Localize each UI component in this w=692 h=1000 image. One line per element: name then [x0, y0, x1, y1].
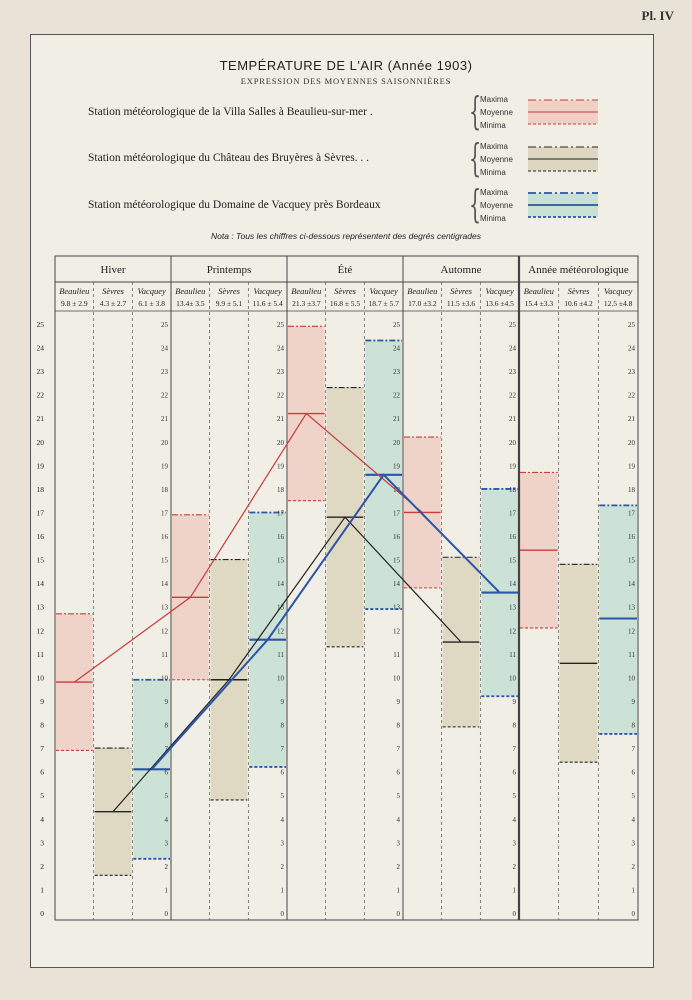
y-tick-label: 20 — [36, 437, 44, 447]
legend-brace-sevres: { — [469, 136, 482, 180]
y-tick-label: 22 — [36, 390, 44, 400]
column-value-label: 6.1 ± 3.8 — [138, 299, 165, 308]
y-tick-label: 23 — [277, 368, 284, 377]
y-tick-label: 21 — [393, 415, 400, 424]
y-tick-label: 24 — [628, 344, 635, 353]
legend-moyenne-label: Moyenne — [480, 155, 513, 164]
y-tick-label: 10 — [628, 674, 635, 683]
y-tick-label: 9 — [512, 697, 516, 706]
y-tick-label: 14 — [628, 580, 635, 589]
y-tick-label: 7 — [396, 745, 400, 754]
y-tick-label: 23 — [628, 368, 635, 377]
y-tick-label: 5 — [164, 792, 168, 801]
station-beaulieu-label: Station météorologique de la Villa Salles à Beaulieu-sur-mer . — [88, 106, 373, 118]
column-station-label: Vacquey — [137, 286, 166, 296]
plate-number: Pl. IV — [641, 8, 674, 23]
y-tick-label: 7 — [164, 745, 168, 754]
station-sevres-label: Station météorologique du Château des Bruyères à Sèvres. . . — [88, 152, 370, 164]
y-tick-label: 11 — [628, 650, 635, 659]
y-tick-label: 0 — [631, 910, 635, 918]
y-tick-label: 16 — [393, 533, 400, 542]
column-station-label: Vacquey — [369, 286, 398, 296]
legend-moyenne-label: Moyenne — [480, 108, 513, 117]
y-tick-label: 21 — [277, 415, 284, 424]
column-station-label: Vacquey — [604, 286, 633, 296]
y-tick-label: 5 — [40, 791, 44, 801]
y-tick-label: 23 — [36, 367, 44, 377]
y-tick-label: 3 — [512, 839, 516, 848]
y-tick-label: 18 — [509, 485, 516, 494]
column-value-label: 9.9 ± 5.1 — [215, 299, 243, 308]
y-tick-label: 20 — [628, 438, 635, 447]
y-tick-label: 18 — [393, 485, 400, 494]
y-tick-label: 0 — [396, 910, 400, 918]
y-tick-label: 19 — [509, 462, 516, 471]
y-tick-label: 18 — [161, 485, 168, 494]
column-value-label: 12.5 ±4.8 — [603, 299, 633, 308]
y-tick-label: 1 — [164, 886, 168, 895]
y-tick-label: 5 — [396, 792, 400, 801]
y-tick-label: 17 — [628, 509, 635, 518]
y-tick-label: 17 — [277, 509, 284, 518]
y-tick-label: 15 — [509, 556, 516, 565]
y-tick-label: 9 — [631, 697, 635, 706]
y-tick-label: 19 — [161, 462, 168, 471]
y-tick-label: 11 — [509, 650, 516, 659]
y-tick-label: 22 — [509, 391, 516, 400]
column-value-label: 15.4 ±3.3 — [524, 299, 554, 308]
y-tick-label: 14 — [36, 579, 44, 589]
y-tick-label: 11 — [161, 650, 168, 659]
y-tick-label: 19 — [628, 462, 635, 471]
y-tick-label: 5 — [512, 792, 516, 801]
y-tick-label: 24 — [393, 344, 400, 353]
column-station-label: Sèvres — [218, 286, 240, 296]
y-tick-label: 12 — [36, 626, 44, 636]
y-tick-label: 17 — [161, 509, 168, 518]
y-tick-label: 22 — [161, 391, 168, 400]
y-tick-label: 15 — [36, 555, 44, 565]
column-value-label: 11.5 ±3.6 — [446, 299, 476, 308]
column-station-label: Sèvres — [102, 286, 124, 296]
y-tick-label: 15 — [628, 556, 635, 565]
y-tick-label: 23 — [509, 368, 516, 377]
y-tick-label: 16 — [36, 532, 44, 542]
column-value-label: 13.4± 3.5 — [176, 299, 205, 308]
y-tick-label: 8 — [40, 720, 44, 730]
y-tick-label: 21 — [628, 415, 635, 424]
y-tick-label: 1 — [631, 886, 635, 895]
y-tick-label: 17 — [36, 508, 44, 518]
y-tick-label: 22 — [277, 391, 284, 400]
y-tick-label: 18 — [628, 485, 635, 494]
legend-brace-beaulieu: { — [469, 89, 482, 133]
y-tick-label: 7 — [280, 745, 284, 754]
y-tick-label: 2 — [512, 862, 516, 871]
y-tick-label: 5 — [280, 792, 284, 801]
y-tick-label: 19 — [36, 461, 44, 471]
column-station-label: Beaulieu — [175, 286, 206, 296]
legend-maxima-label: Maxima — [480, 95, 509, 104]
y-tick-label: 2 — [280, 862, 284, 871]
column-station-label: Sèvres — [567, 286, 590, 296]
column-value-label: 9.8 ± 2.9 — [61, 299, 88, 308]
y-tick-label: 22 — [628, 391, 635, 400]
y-tick-label: 4 — [40, 814, 44, 824]
y-tick-label: 8 — [280, 721, 284, 730]
y-tick-label: 15 — [393, 556, 400, 565]
season-header: Hiver — [100, 264, 126, 276]
y-tick-label: 8 — [512, 721, 516, 730]
y-tick-label: 6 — [396, 768, 400, 777]
y-tick-label: 22 — [393, 391, 400, 400]
y-tick-label: 6 — [631, 768, 635, 777]
legend-minima-label: Minima — [480, 214, 506, 223]
y-tick-label: 10 — [36, 673, 44, 683]
legend-moyenne-label: Moyenne — [480, 201, 513, 210]
y-tick-label: 7 — [631, 745, 635, 754]
y-tick-label: 15 — [277, 556, 284, 565]
y-tick-label: 3 — [40, 838, 44, 848]
y-tick-label: 1 — [396, 886, 400, 895]
legend-maxima-label: Maxima — [480, 142, 509, 151]
y-tick-label: 24 — [509, 344, 516, 353]
y-tick-label: 25 — [509, 321, 516, 329]
y-tick-label: 11 — [277, 650, 284, 659]
y-tick-label: 9 — [280, 697, 284, 706]
column-station-label: Sèvres — [334, 286, 356, 296]
legend-minima-label: Minima — [480, 121, 506, 130]
y-tick-label: 15 — [161, 556, 168, 565]
y-tick-label: 18 — [36, 484, 44, 494]
y-tick-label: 20 — [277, 438, 284, 447]
y-tick-label: 25 — [393, 321, 400, 329]
y-tick-label: 10 — [161, 674, 168, 683]
y-tick-label: 8 — [396, 721, 400, 730]
y-tick-label: 17 — [509, 509, 516, 518]
y-tick-label: 6 — [40, 767, 44, 777]
y-tick-label: 4 — [280, 815, 284, 824]
y-tick-label: 19 — [277, 462, 284, 471]
column-station-label: Beaulieu — [59, 286, 90, 296]
column-station-label: Beaulieu — [523, 286, 554, 296]
y-tick-label: 3 — [280, 839, 284, 848]
y-tick-label: 21 — [161, 415, 168, 424]
y-tick-label: 7 — [40, 744, 44, 754]
y-tick-label: 0 — [512, 910, 516, 918]
column-station-label: Vacquey — [485, 286, 514, 296]
y-tick-label: 25 — [161, 321, 168, 329]
y-tick-label: 21 — [509, 415, 516, 424]
y-tick-label: 17 — [393, 509, 400, 518]
column-value-label: 17.0 ±3.2 — [408, 299, 437, 308]
y-tick-label: 2 — [396, 862, 400, 871]
season-header: Printemps — [206, 264, 252, 276]
y-tick-label: 25 — [277, 321, 284, 329]
column-value-label: 4.3 ± 2.7 — [99, 299, 127, 308]
y-tick-label: 3 — [631, 839, 635, 848]
y-tick-label: 5 — [631, 792, 635, 801]
y-tick-label: 1 — [512, 886, 516, 895]
y-tick-label: 10 — [393, 674, 400, 683]
y-tick-label: 3 — [164, 839, 168, 848]
season-header: Année météorologique — [528, 264, 629, 276]
y-tick-label: 16 — [161, 533, 168, 542]
y-tick-label: 12 — [628, 627, 635, 636]
y-tick-label: 11 — [36, 649, 44, 659]
y-tick-label: 13 — [628, 603, 635, 612]
season-header: Été — [337, 264, 353, 276]
y-tick-label: 14 — [277, 580, 284, 589]
y-tick-label: 11 — [393, 650, 400, 659]
y-tick-label: 25 — [628, 321, 635, 329]
y-tick-label: 6 — [512, 768, 516, 777]
y-tick-label: 14 — [509, 580, 516, 589]
y-tick-label: 14 — [393, 580, 400, 589]
y-tick-label: 4 — [512, 815, 516, 824]
y-tick-label: 8 — [164, 721, 168, 730]
y-tick-label: 12 — [161, 627, 168, 636]
y-tick-label: 4 — [631, 815, 635, 824]
y-tick-label: 16 — [277, 533, 284, 542]
y-tick-label: 21 — [36, 414, 44, 424]
column-value-label: 16.8 ± 5.5 — [329, 299, 361, 308]
y-tick-label: 4 — [396, 815, 400, 824]
y-tick-label: 13 — [36, 602, 44, 612]
y-tick-label: 20 — [161, 438, 168, 447]
y-tick-label: 18 — [277, 485, 284, 494]
column-station-label: Beaulieu — [291, 286, 322, 296]
y-tick-label: 3 — [396, 839, 400, 848]
y-tick-label: 13 — [393, 603, 400, 612]
y-tick-label: 24 — [161, 344, 168, 353]
y-tick-label: 6 — [164, 768, 168, 777]
y-tick-label: 10 — [509, 674, 516, 683]
column-value-label: 11.6 ± 5.4 — [252, 299, 283, 308]
y-tick-label: 20 — [393, 438, 400, 447]
chart-subtitle: EXPRESSION DES MOYENNES SAISONNIÈRES — [240, 76, 452, 86]
column-station-label: Sèvres — [450, 286, 472, 296]
column-station-label: Beaulieu — [407, 286, 438, 296]
season-header: Automne — [440, 264, 482, 276]
y-tick-label: 12 — [509, 627, 516, 636]
chart-note: Nota : Tous les chiffres ci-dessous représentent des degrés centigrades — [211, 231, 481, 241]
y-tick-label: 2 — [40, 861, 44, 871]
y-tick-label: 6 — [280, 768, 284, 777]
y-tick-label: 0 — [280, 910, 284, 918]
y-tick-label: 13 — [277, 603, 284, 612]
y-tick-label: 0 — [164, 910, 168, 918]
column-value-label: 10.6 ±4.2 — [564, 299, 593, 308]
y-tick-label: 14 — [161, 580, 168, 589]
y-tick-label: 7 — [512, 745, 516, 754]
y-tick-label: 13 — [509, 603, 516, 612]
y-tick-label: 4 — [164, 815, 168, 824]
y-tick-label: 16 — [509, 533, 516, 542]
y-tick-label: 10 — [277, 674, 284, 683]
column-value-label: 21.3 ±3.7 — [292, 299, 321, 308]
y-tick-label: 12 — [393, 627, 400, 636]
legend-brace-vacquey: { — [469, 182, 482, 226]
y-tick-label: 24 — [277, 344, 284, 353]
y-tick-label: 12 — [277, 627, 284, 636]
station-vacquey-label: Station météorologique du Domaine de Vacquey près Bordeaux — [88, 199, 381, 211]
y-tick-label: 2 — [631, 862, 635, 871]
y-tick-label: 9 — [396, 697, 400, 706]
y-tick-label: 1 — [280, 886, 284, 895]
y-tick-label: 19 — [393, 462, 400, 471]
column-station-label: Vacquey — [253, 286, 282, 296]
y-tick-label: 24 — [36, 343, 44, 353]
y-tick-label: 9 — [164, 697, 168, 706]
y-tick-label: 1 — [40, 885, 44, 895]
y-tick-label: 16 — [628, 533, 635, 542]
y-tick-label: 23 — [161, 368, 168, 377]
y-tick-label: 9 — [40, 696, 44, 706]
y-tick-label: 0 — [40, 909, 44, 918]
y-tick-label: 20 — [509, 438, 516, 447]
legend-minima-label: Minima — [480, 168, 506, 177]
legend-maxima-label: Maxima — [480, 188, 509, 197]
y-tick-label: 2 — [164, 862, 168, 871]
y-tick-label: 8 — [631, 721, 635, 730]
y-tick-label: 25 — [36, 320, 44, 329]
column-value-label: 13.6 ±4.5 — [485, 299, 514, 308]
chart-title: TEMPÉRATURE DE L'AIR (Année 1903) — [219, 58, 473, 73]
y-tick-label: 23 — [393, 368, 400, 377]
y-tick-label: 13 — [161, 603, 168, 612]
column-value-label: 18.7 ± 5.7 — [368, 299, 399, 308]
